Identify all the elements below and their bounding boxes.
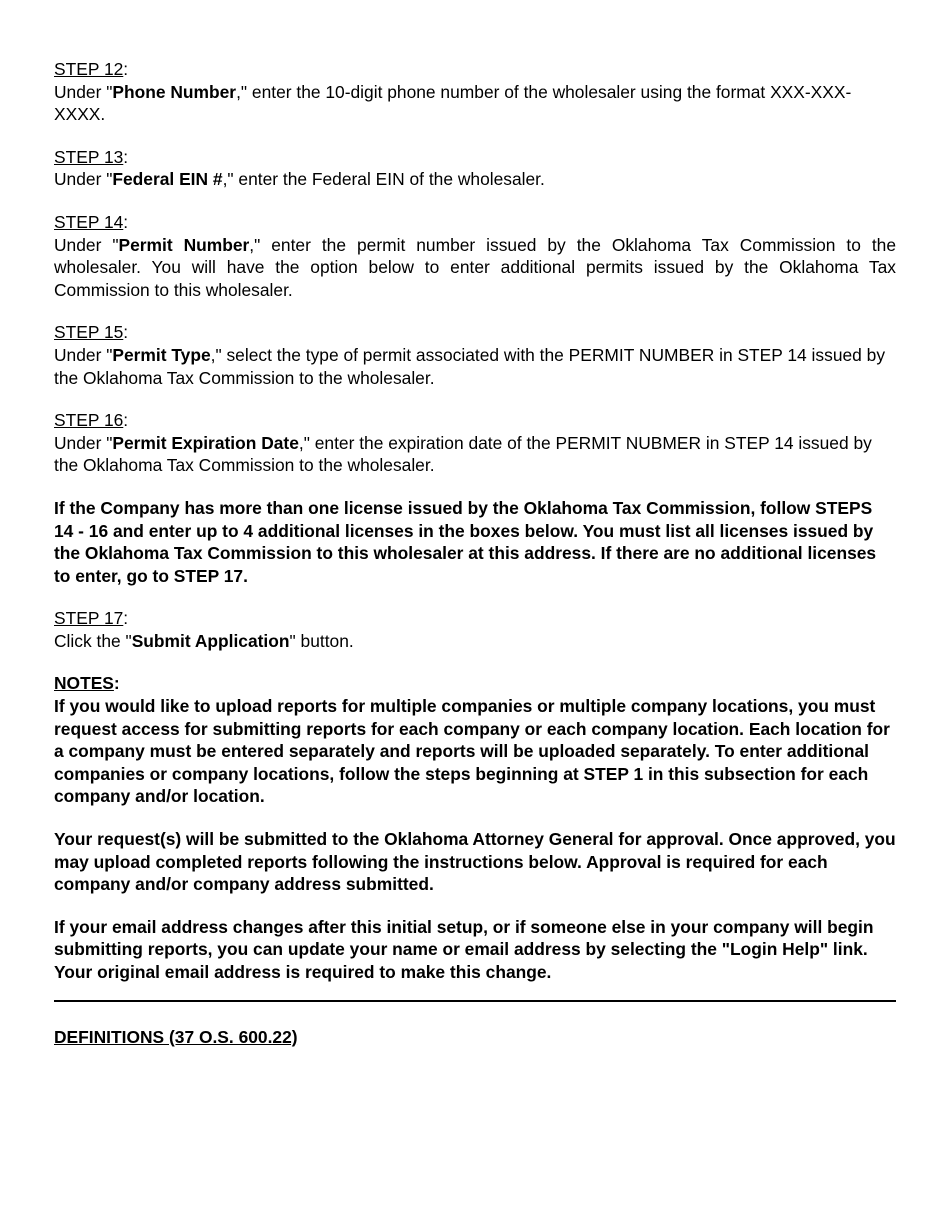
step-14: STEP 14: Under "Permit Number," enter the permit number issued by the Oklahoma Tax Commission to the wholesaler. You will have the option below to enter additional permits issued by the Oklahoma Tax Commission to this wholesaler. (54, 211, 897, 300)
step-heading: STEP 15 (54, 322, 124, 343)
additional-licenses-note (54, 497, 896, 587)
step-text: Under "Permit Type," select the type of permit associated with the PERMIT NUMBER in STEP 14 issued by the Oklahoma Tax Commission to the wholesaler. (54, 344, 886, 388)
step-17: STEP 17: Click the "Submit Application" button. (54, 607, 896, 652)
step-13: STEP 13: Under "Federal EIN #," enter the Federal EIN of the wholesaler. (54, 146, 896, 191)
step-16: STEP 16: Under "Permit Expiration Date," enter the expiration date of the PERMIT NUBMER in STEP 14 issued by the Oklahoma Tax Commission to the wholesaler. (54, 409, 896, 477)
field-name: Permit Number (118, 234, 250, 255)
step-heading: STEP 12 (54, 59, 124, 79)
step-15: STEP 15: Under "Permit Type," select the type of permit associated with the PERMIT NUMBER in STEP 14 issued by the Oklahoma Tax Commission to the wholesaler. (54, 321, 896, 389)
step-text: Under "Permit Number," enter the permit number issued by the Oklahoma Tax Commission to the wholesaler. You will have the option below to enter additional permits issued by the Oklahoma Tax Commission to this wholesaler. (54, 234, 897, 300)
notes-approval (54, 828, 896, 896)
field-name: Federal EIN # (112, 169, 223, 190)
notes-heading: NOTES: (54, 673, 120, 694)
field-name: Permit Expiration Date (112, 432, 299, 453)
instructions-page (54, 58, 896, 1048)
notes-paragraph: Your request(s) will be submitted to the Oklahoma Attorney General for approval. Once approved, you may upload completed reports following the instructions below. Approval is required for each company and/or company address submitted. (54, 829, 896, 895)
step-heading: STEP 17 (54, 608, 124, 629)
notes-paragraph: If you would like to upload reports for multiple companies or multiple company locations, you must request access for submitting reports for each company or each company location. Each location for a company must be entered separately and reports will be uploaded separately. To enter additional companies or company locations, follow the steps beginning at STEP 1 in this subsection for each company and/or location. (54, 696, 890, 807)
additional-licenses-text: If the Company has more than one license issued by the Oklahoma Tax Commission, follow STEPS 14 - 16 and enter up to 4 additional licenses in the boxes below. You must list all licenses issued by the Oklahoma Tax Commission to this wholesaler at this address. If there are no additional licenses to enter, go to STEP 17. (54, 497, 877, 586)
notes-section (54, 672, 896, 808)
step-text: Click the "Submit Application" button. (54, 630, 354, 651)
button-name: Submit Application (131, 630, 290, 651)
field-name: Phone Number (112, 81, 237, 102)
step-12: STEP 12: Under "Phone Number," enter the 10-digit phone number of the wholesaler using the format XXX-XXX-XXXX. (54, 58, 896, 126)
step-text: Under "Federal EIN #," enter the Federal EIN of the wholesaler. (54, 169, 545, 190)
step-heading: STEP 14 (54, 211, 124, 232)
definitions-heading: DEFINITIONS (37 O.S. 600.22) (54, 1026, 298, 1047)
step-text: Under "Phone Number," enter the 10-digit phone number of the wholesaler using the format XXX-XXX-XXXX. (54, 81, 852, 125)
notes-paragraph: If your email address changes after this initial setup, or if someone else in your company will begin submitting reports, you can update your name or email address by selecting the "Login Help" link. Your original email address is required to make this change. (54, 916, 874, 982)
field-name: Permit Type (112, 344, 211, 365)
horizontal-divider (54, 1000, 896, 1002)
step-heading: STEP 13 (54, 146, 124, 167)
notes-email (54, 916, 896, 984)
step-heading: STEP 16 (54, 410, 124, 431)
step-text: Under "Permit Expiration Date," enter the expiration date of the PERMIT NUBMER in STEP 14 issued by the Oklahoma Tax Commission to the wholesaler. (54, 432, 872, 476)
